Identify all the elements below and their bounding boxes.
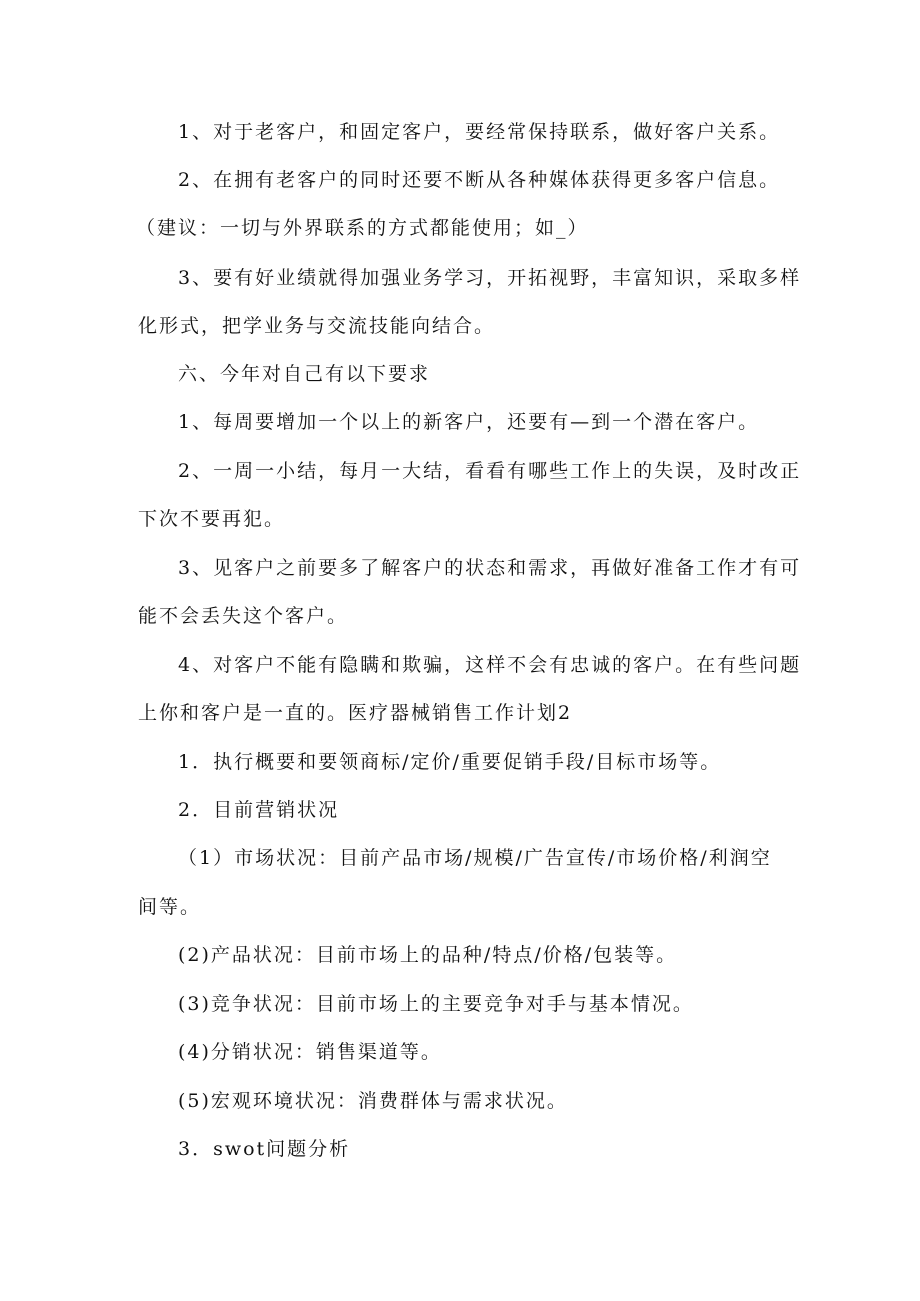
sub-item-5: (5)宏观环境状况：消费群体与需求状况。 <box>178 1090 568 1112</box>
paragraph-line-17: 间等。 <box>138 896 202 918</box>
paragraph-line-10: 3、见客户之前要多了解客户的状态和需求，再做好准备工作才有可 <box>178 557 802 579</box>
paragraph-line-16: （1）市场状况：目前产品市场/规模/广告宣传/市场价格/利润空 <box>178 847 772 869</box>
sub-item-2: (2)产品状况：目前市场上的品种/特点/价格/包装等。 <box>178 944 678 966</box>
list-item-3: 3．swot问题分析 <box>178 1138 351 1160</box>
paragraph-line-3: （建议：一切与外界联系的方式都能使用；如_） <box>136 217 589 239</box>
paragraph-line-7: 1、每周要增加一个以上的新客户，还要有—到一个潜在客户。 <box>178 411 760 433</box>
sub-item-3: (3)竞争状况：目前市场上的主要竞争对手与基本情况。 <box>178 993 694 1015</box>
paragraph-line-2: 2、在拥有老客户的同时还要不断从各种媒体获得更多客户信息。 <box>178 169 781 191</box>
section-heading-six: 六、今年对自己有以下要求 <box>178 363 431 385</box>
paragraph-line-11: 能不会丢失这个客户。 <box>138 605 349 627</box>
paragraph-line-13: 上你和客户是一直的。医疗器械销售工作计划2 <box>138 702 573 724</box>
paragraph-line-4: 3、要有好业绩就得加强业务学习，开拓视野，丰富知识，采取多样 <box>178 267 802 289</box>
paragraph-line-9: 下次不要再犯。 <box>138 508 286 530</box>
paragraph-line-1: 1、对于老客户，和固定客户，要经常保持联系，做好客户关系。 <box>178 121 781 143</box>
paragraph-line-8: 2、一周一小结，每月一大结，看看有哪些工作上的失误，及时改正 <box>178 460 802 482</box>
paragraph-line-12: 4、对客户不能有隐瞒和欺骗，这样不会有忠诚的客户。在有些问题 <box>178 654 802 676</box>
list-item-1: 1．执行概要和要领商标/定价/重要促销手段/目标市场等。 <box>178 751 722 773</box>
sub-item-4: (4)分销状况：销售渠道等。 <box>178 1041 442 1063</box>
list-item-2: 2．目前营销状况 <box>178 799 340 821</box>
paragraph-line-5: 化形式，把学业务与交流技能向结合。 <box>138 315 496 337</box>
